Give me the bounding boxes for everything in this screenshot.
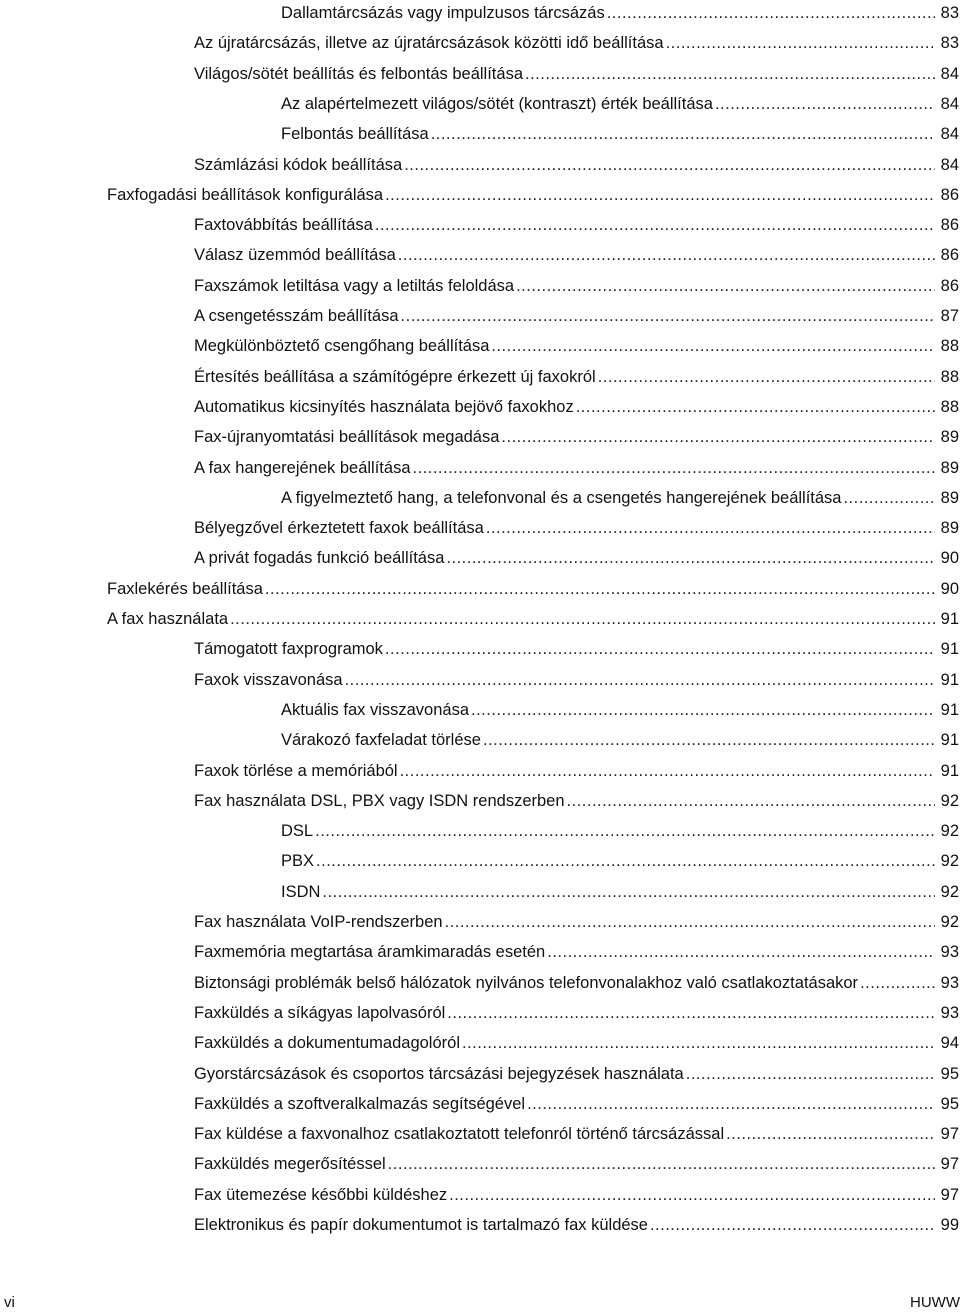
toc-entry-title: Aktuális fax visszavonása xyxy=(281,700,470,719)
dot-leader xyxy=(445,909,935,935)
toc-entry-page: 87 xyxy=(940,307,959,325)
toc-entry[interactable] xyxy=(194,30,959,56)
toc-entry-page: 93 xyxy=(940,1003,959,1022)
toc-entry-title: Fax használata DSL, PBX vagy ISDN rendszerben xyxy=(194,791,565,810)
toc-entry[interactable] xyxy=(194,394,959,420)
toc-entry-title: Dallamtárcsázás vagy impulzusos tárcsázás xyxy=(281,4,605,22)
toc-entry[interactable] xyxy=(194,1182,959,1208)
dot-leader xyxy=(449,1182,935,1208)
toc-entry-page: 86 xyxy=(940,276,959,295)
toc-entry-title: ISDN xyxy=(281,882,321,901)
toc-entry-page: 99 xyxy=(940,1216,959,1234)
toc-entry[interactable] xyxy=(194,273,959,299)
toc-entry[interactable] xyxy=(194,788,959,814)
toc-entry-page: 93 xyxy=(940,943,959,962)
toc-entry[interactable] xyxy=(194,515,959,541)
toc-entry-page: 97 xyxy=(940,1185,959,1204)
toc-entry[interactable] xyxy=(281,727,959,753)
toc-entry[interactable] xyxy=(194,1030,959,1056)
toc-entry-title: Fax ütemezése későbbi küldéshez xyxy=(194,1185,448,1204)
toc-entry-title: Az alapértelmezett világos/sötét (kontraszt) érték beállítása xyxy=(281,94,713,113)
toc-entry-title: Faxfogadási beállítások konfigurálása xyxy=(107,185,384,204)
dot-leader xyxy=(385,636,935,662)
dot-leader xyxy=(843,485,935,511)
toc-entry-title: A fax hangerejének beállítása xyxy=(194,458,411,477)
toc-entry-title: Faxok törlése a memóriából xyxy=(194,761,398,780)
toc-entry[interactable] xyxy=(281,848,959,874)
toc-entry-page: 84 xyxy=(940,94,959,113)
toc-entry-page: 95 xyxy=(940,1064,959,1083)
toc-entry-page: 91 xyxy=(940,731,959,750)
toc-entry-title: Faxlekérés beállítása xyxy=(107,579,263,598)
toc-entry[interactable] xyxy=(194,1212,959,1238)
toc-entry-page: 91 xyxy=(940,700,959,719)
dot-leader xyxy=(650,1212,935,1238)
dot-leader xyxy=(345,667,935,693)
dot-leader xyxy=(567,788,935,814)
toc-entry[interactable] xyxy=(107,182,959,208)
toc-entry-page: 86 xyxy=(940,246,959,265)
toc-entry-page: 84 xyxy=(940,125,959,144)
toc-entry[interactable] xyxy=(281,697,959,723)
toc-entry[interactable] xyxy=(281,879,959,905)
dot-leader xyxy=(413,455,936,481)
toc-entry-page: 92 xyxy=(940,822,959,841)
dot-leader xyxy=(462,1030,935,1056)
toc-entry[interactable] xyxy=(107,576,959,602)
dot-leader xyxy=(516,273,935,299)
toc-entry-title: Faxok visszavonása xyxy=(194,670,343,689)
dot-leader xyxy=(598,364,935,390)
dot-leader xyxy=(400,758,935,784)
toc-entry-title: Számlázási kódok beállítása xyxy=(194,155,403,174)
toc-entry[interactable] xyxy=(194,636,959,662)
toc-entry[interactable] xyxy=(194,303,959,329)
toc-entry-page: 92 xyxy=(940,882,959,901)
toc-entry[interactable] xyxy=(194,939,959,965)
toc-entry-title: A figyelmeztető hang, a telefonvonal és a csengetés hangerejének beállítása xyxy=(281,488,842,507)
dot-leader xyxy=(525,61,935,87)
toc-entry[interactable] xyxy=(194,1000,959,1026)
toc-entry-page: 90 xyxy=(940,549,959,568)
dot-leader xyxy=(666,30,935,56)
toc-entry-title: Faxtovábbítás beállítása xyxy=(194,216,373,235)
toc-entry-title: Faxszámok letiltása vagy a letiltás feloldása xyxy=(194,276,515,295)
toc-entry-title: Faxküldés a síkágyas lapolvasóról xyxy=(194,1003,446,1022)
dot-leader xyxy=(316,848,935,874)
toc-entry-title: Felbontás beállítása xyxy=(281,125,429,144)
toc-entry-page: 97 xyxy=(940,1155,959,1174)
toc-entry-page: 91 xyxy=(940,761,959,780)
toc-entry-page: 95 xyxy=(940,1094,959,1113)
toc-entry[interactable] xyxy=(281,91,959,117)
dot-leader xyxy=(547,939,935,965)
dot-leader xyxy=(230,606,935,632)
toc-entry[interactable] xyxy=(281,485,959,511)
dot-leader xyxy=(375,212,935,238)
toc-entry-title: Faxküldés a dokumentumadagolóról xyxy=(194,1034,460,1053)
toc-entry[interactable] xyxy=(281,0,959,26)
toc-entry-title: Megkülönböztető csengőhang beállítása xyxy=(194,337,490,356)
toc-entry-title: Világos/sötét beállítás és felbontás beállítása xyxy=(194,64,523,83)
toc-entry[interactable] xyxy=(194,364,959,390)
dot-leader xyxy=(501,424,935,450)
toc-entry-page: 83 xyxy=(940,34,959,53)
toc-entry-page: 92 xyxy=(940,913,959,931)
dot-leader xyxy=(388,1151,935,1177)
toc-entry-page: 92 xyxy=(940,791,959,810)
dot-leader xyxy=(491,333,935,359)
dot-leader xyxy=(431,121,935,147)
toc-entry-title: Elektronikus és papír dokumentumot is tartalmazó fax küldése xyxy=(194,1216,648,1234)
toc-entry-page: 91 xyxy=(940,670,959,689)
toc-entry-page: 94 xyxy=(940,1034,959,1053)
toc-entry[interactable] xyxy=(194,1151,959,1177)
toc-entry-title: Fax küldése a faxvonalhoz csatlakoztatott telefonról történő tárcsázással xyxy=(194,1125,725,1144)
toc-entry[interactable] xyxy=(194,424,959,450)
toc-entry-page: 86 xyxy=(940,216,959,235)
footer-brand: HUWW xyxy=(910,1294,960,1311)
toc-entry-page: 91 xyxy=(940,640,959,659)
toc-entry-title: A fax használata xyxy=(107,610,229,628)
toc-entry-page: 89 xyxy=(940,428,959,447)
toc-entry-page: 97 xyxy=(940,1125,959,1144)
dot-leader xyxy=(860,970,935,996)
toc-entry[interactable] xyxy=(194,545,959,571)
toc-entry[interactable] xyxy=(194,61,959,87)
toc-entry-title: Várakozó faxfeladat törlése xyxy=(281,731,481,750)
dot-leader xyxy=(385,182,935,208)
toc-entry-title: Bélyegzővel érkeztetett faxok beállítása xyxy=(194,519,484,538)
toc-entry-page: 92 xyxy=(940,852,959,871)
toc-entry[interactable] xyxy=(194,1091,959,1117)
dot-leader xyxy=(686,1061,935,1087)
dot-leader xyxy=(471,697,935,723)
toc-entry-title: Faxmemória megtartása áramkimaradás esetén xyxy=(194,943,546,962)
toc-entry-title: Faxküldés a szoftveralkalmazás segítségével xyxy=(194,1094,526,1113)
toc-entry[interactable] xyxy=(194,333,959,359)
toc-entry-title: Fax használata VoIP-rendszerben xyxy=(194,913,443,931)
toc-entry-title: PBX xyxy=(281,852,315,871)
footer-page-number: vi xyxy=(4,1294,15,1311)
toc-entry-page: 84 xyxy=(940,64,959,83)
dot-leader xyxy=(404,152,935,178)
toc-entry-title: Automatikus kicsinyítés használata bejövő faxokhoz xyxy=(194,397,574,416)
toc-entry[interactable] xyxy=(194,970,959,996)
dot-leader xyxy=(715,91,935,117)
toc-entry-page: 89 xyxy=(940,488,959,507)
toc-entry[interactable] xyxy=(281,818,959,844)
toc-entry[interactable] xyxy=(194,455,959,481)
toc-entry-title: Gyorstárcsázások és csoportos tárcsázási bejegyzések használata xyxy=(194,1064,684,1083)
toc-entry-title: A privát fogadás funkció beállítása xyxy=(194,549,445,568)
toc-entry-title: Fax-újranyomtatási beállítások megadása xyxy=(194,428,500,447)
toc-entry[interactable] xyxy=(194,242,959,268)
toc-entry-title: A csengetésszám beállítása xyxy=(194,307,399,325)
dot-leader xyxy=(486,515,935,541)
toc-entry-page: 93 xyxy=(940,973,959,992)
toc-entry[interactable] xyxy=(194,667,959,693)
dot-leader xyxy=(315,818,935,844)
toc-entry[interactable] xyxy=(194,1121,959,1147)
toc-entry-title: Az újratárcsázás, illetve az újratárcsázások közötti idő beállítása xyxy=(194,34,664,53)
dot-leader xyxy=(398,242,935,268)
dot-leader xyxy=(401,303,935,329)
dot-leader xyxy=(447,1000,935,1026)
dot-leader xyxy=(527,1091,935,1117)
toc-entry-title: Faxküldés megerősítéssel xyxy=(194,1155,386,1174)
dot-leader xyxy=(446,545,935,571)
toc-entry[interactable] xyxy=(194,212,959,238)
toc-entry-title: Biztonsági problémák belső hálózatok nyilvános telefonvonalakhoz való csatlakoztatásakor xyxy=(194,973,859,992)
toc-entry-page: 88 xyxy=(940,367,959,386)
toc-entry-title: Értesítés beállítása a számítógépre érkezett új faxokról xyxy=(194,367,596,386)
toc-entry[interactable] xyxy=(194,152,959,178)
toc-entry-page: 88 xyxy=(940,397,959,416)
toc-entry-page: 86 xyxy=(940,185,959,204)
dot-leader xyxy=(265,576,935,602)
toc-entry-page: 88 xyxy=(940,337,959,356)
toc-entry-page: 89 xyxy=(940,519,959,538)
toc-entry-page: 91 xyxy=(940,610,959,628)
toc-entry[interactable] xyxy=(281,121,959,147)
dot-leader xyxy=(483,727,935,753)
dot-leader xyxy=(576,394,935,420)
toc-entry[interactable] xyxy=(194,909,959,935)
toc-entry[interactable] xyxy=(194,758,959,784)
toc-entry-title: DSL xyxy=(281,822,314,841)
toc-entry[interactable] xyxy=(194,1061,959,1087)
toc-entry-page: 83 xyxy=(940,4,959,22)
toc-entry-page: 89 xyxy=(940,458,959,477)
toc-entry-title: Válasz üzemmód beállítása xyxy=(194,246,396,265)
dot-leader xyxy=(322,879,935,905)
toc-entry-title: Támogatott faxprogramok xyxy=(194,640,383,659)
toc-entry[interactable] xyxy=(107,606,959,632)
toc-entry-page: 84 xyxy=(940,155,959,174)
dot-leader xyxy=(607,0,935,26)
dot-leader xyxy=(726,1121,935,1147)
toc-entry-page: 90 xyxy=(940,579,959,598)
